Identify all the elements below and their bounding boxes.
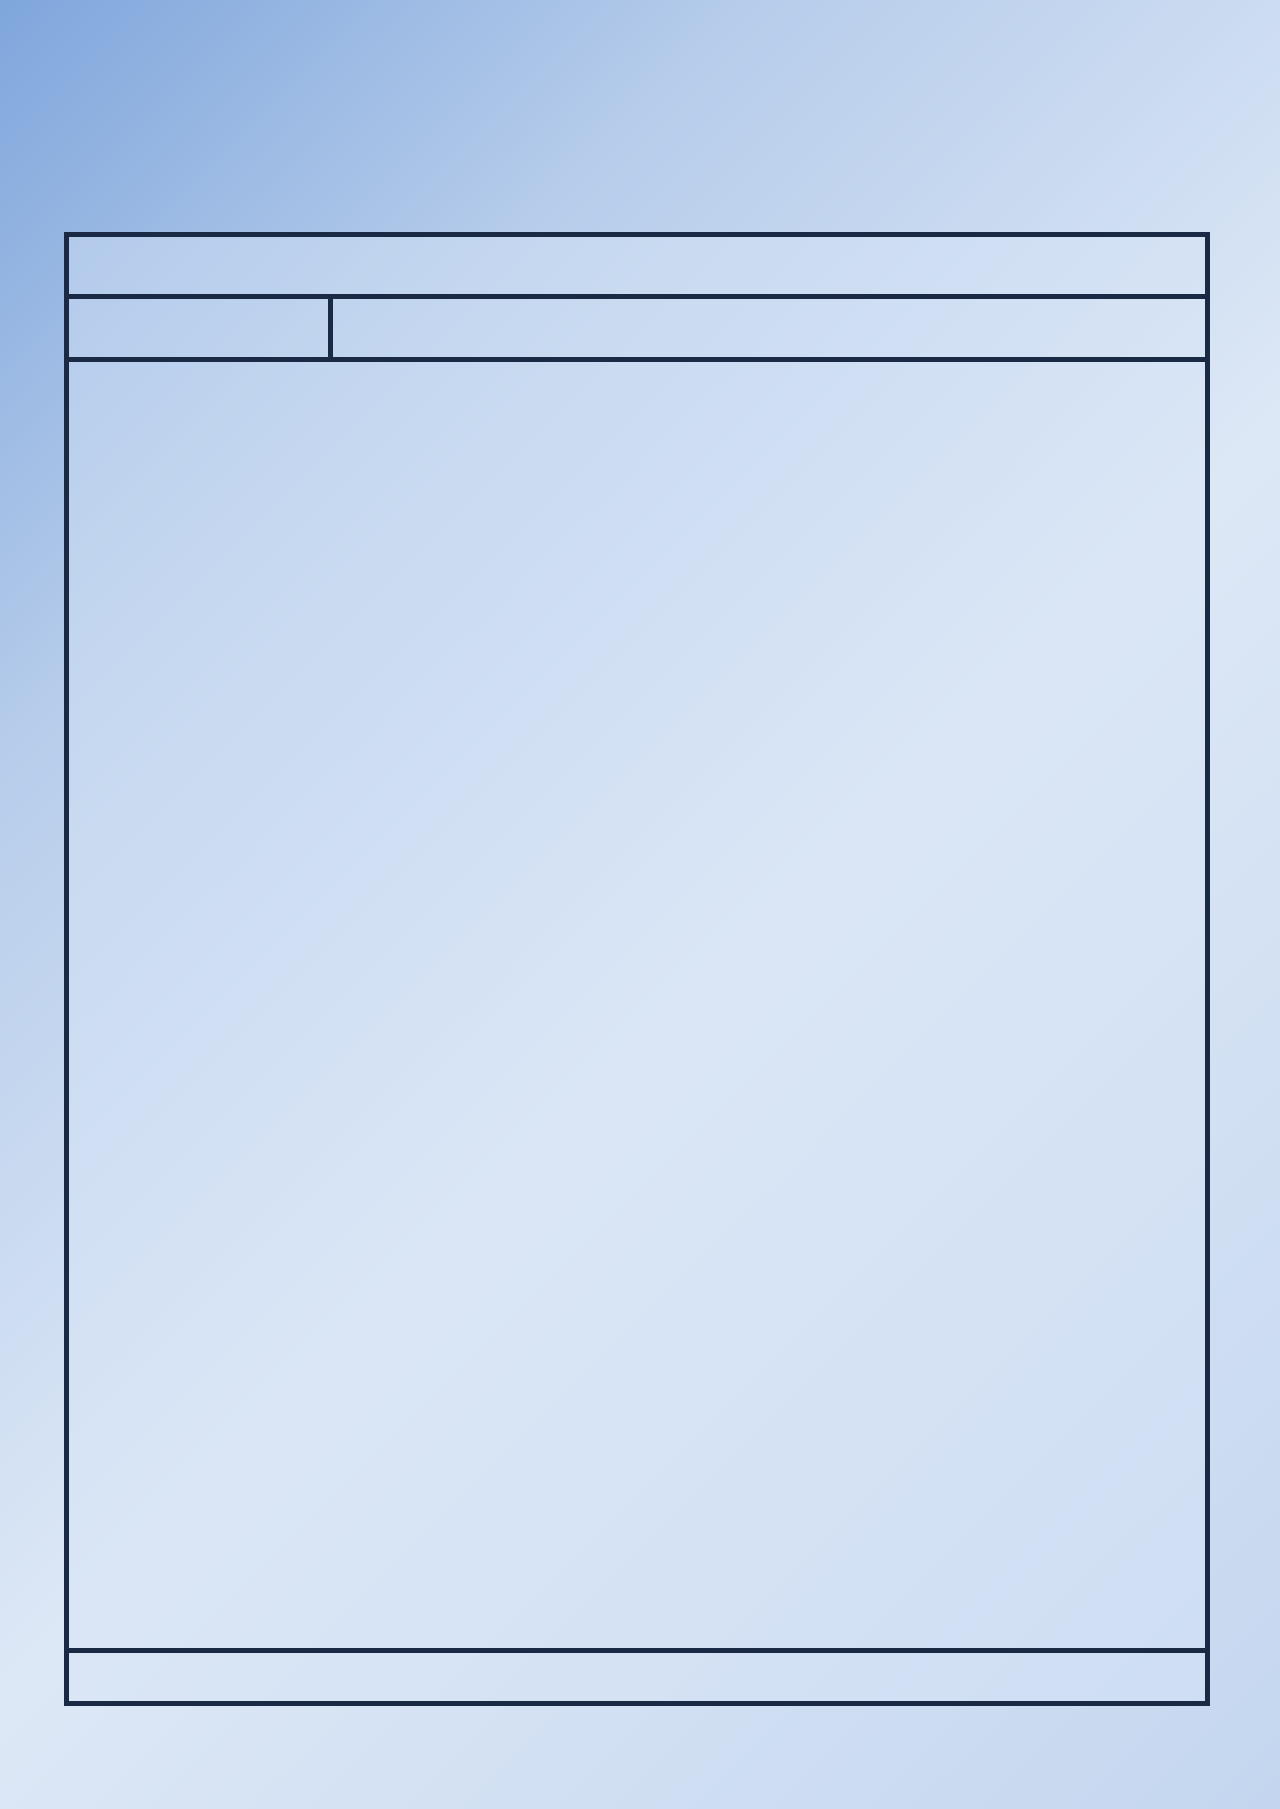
schedule-table (64, 232, 1210, 1706)
intro-row (69, 237, 1205, 296)
outro-row (69, 1648, 1205, 1706)
header-time (69, 296, 333, 359)
outro-text (69, 1653, 1205, 1706)
intro-text (69, 237, 1205, 296)
header-row (69, 296, 1205, 359)
header-plan (333, 296, 1205, 359)
